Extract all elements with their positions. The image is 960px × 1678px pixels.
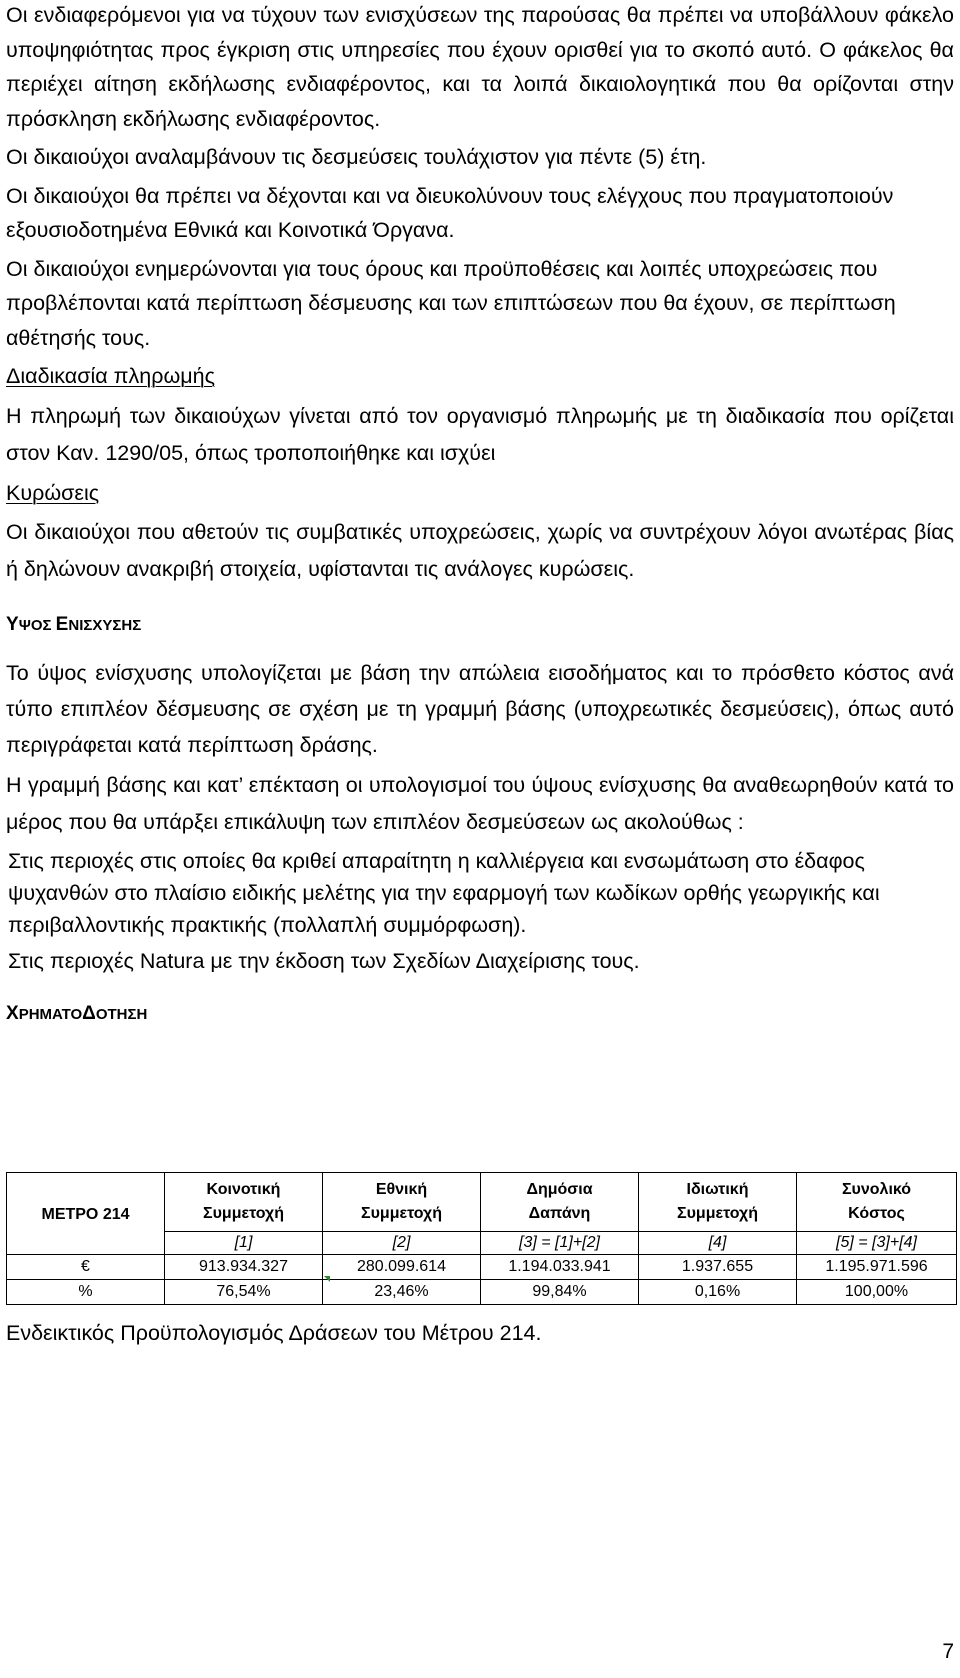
header-line: Κόστος	[848, 1204, 905, 1222]
table-ref-cell: [4]	[639, 1231, 797, 1254]
table-cell: 100,00%	[797, 1279, 957, 1304]
table-cell: 913.934.327	[165, 1254, 323, 1279]
table-cell: 23,46%	[323, 1279, 481, 1304]
table-cell: 76,54%	[165, 1279, 323, 1304]
heading-aid-amount-cap2: Ε	[55, 614, 69, 635]
table-header-cell	[323, 1173, 481, 1232]
header-line: Δαπάνη	[528, 1204, 591, 1222]
financing-table-wrapper	[6, 1172, 956, 1305]
cell-comment-marker	[324, 1276, 330, 1282]
paragraph-inspections: Οι δικαιούχοι θα πρέπει να δέχονται και να διευκολύνουν τους ελέγχους που πραγματοποιούν εξουσιοδοτημένα Εθνικά και Κοινοτικά Όργανα.	[6, 183, 894, 242]
paragraph-sanctions: Οι δικαιούχοι που αθετούν τις συμβατικές υποχρεώσεις, χωρίς να συντρέχουν λόγοι ανωτέρας βίας ή δηλώνουν ανακριβή στοιχεία, υφίστανται τις ανάλογες κυρώσεις.	[6, 520, 954, 581]
heading-financing-rest2: ΟΤΗΣΗ	[95, 1006, 148, 1023]
header-line: Συμμετοχή	[361, 1204, 442, 1222]
heading-payment-procedure: Διαδικασία πληρωμής	[6, 364, 215, 388]
table-row-label: €	[7, 1254, 165, 1279]
header-line: Συνολικό	[841, 1180, 912, 1198]
document-page	[6, 0, 954, 1030]
table-header-cell	[797, 1173, 957, 1232]
heading-financing-cap1: Χ	[6, 1003, 19, 1024]
table-header-row	[7, 1173, 957, 1232]
table-row-label: %	[7, 1279, 165, 1304]
header-line: Ιδιωτική	[686, 1180, 749, 1198]
table-ref-cell: [1]	[165, 1231, 323, 1254]
table-cell-value: 280.099.614	[357, 1257, 446, 1275]
table-cell	[323, 1254, 481, 1279]
header-line: Δημόσια	[526, 1180, 593, 1198]
table-cell: 1.194.033.941	[481, 1254, 639, 1279]
heading-financing-rest1: ΡΗΜΑΤΟ	[18, 1006, 83, 1023]
paragraph-payment: Η πληρωμή των δικαιούχων γίνεται από τον οργανισμό πληρωμής με τη διαδικασία που ορίζεται στον Καν. 1290/05, όπως τροποποιήθηκε και ισχύει	[6, 403, 954, 465]
table-cell: 0,16%	[639, 1279, 797, 1304]
list-item-legumes: Στις περιοχές στις οποίες θα κριθεί απαραίτητη η καλλιέργεια και ενσωμάτωση στο έδαφος ψυχανθών στο πλαίσιο ειδικής μελέτης για την εφαρμογή των κωδίκων ορθής γεωργικής και περιβαλλοντικής πρακτικής (πολλαπλή συμμόρφωση).	[8, 849, 880, 937]
table-measure-label: ΜΕΤΡΟ 214	[7, 1173, 165, 1232]
table-caption: Ενδεικτικός Προϋπολογισμός Δράσεων του Μέτρου 214.	[6, 1321, 542, 1345]
table-ref-cell: [5] = [3]+[4]	[797, 1231, 957, 1254]
heading-aid-amount-cap1: Υ	[6, 614, 19, 635]
heading-aid-amount-rest2: ΝΙΣΧΥΣΗΣ	[68, 617, 142, 634]
heading-aid-amount-rest1: ΨΟΣ	[18, 617, 56, 634]
heading-financing-cap2: Δ	[82, 1003, 96, 1024]
table-cell: 1.937.655	[639, 1254, 797, 1279]
table-ref-row	[7, 1231, 957, 1254]
table-header-cell	[639, 1173, 797, 1232]
table-cell: 99,84%	[481, 1279, 639, 1304]
heading-aid-amount	[6, 610, 954, 641]
header-line: Συμμετοχή	[677, 1204, 758, 1222]
table-row	[7, 1254, 957, 1279]
table-header-cell	[481, 1173, 639, 1232]
table-ref-cell: [3] = [1]+[2]	[481, 1231, 639, 1254]
page-number: 7	[942, 1640, 954, 1663]
table-header-cell	[165, 1173, 323, 1232]
header-line: Εθνική	[375, 1180, 428, 1198]
table-row	[7, 1279, 957, 1304]
paragraph-aid-calculation: Το ύψος ενίσχυσης υπολογίζεται με βάση την απώλεια εισοδήματος και το πρόσθετο κόστος ανά τύπο επιπλέον δέσμευσης σε σχέση με τη γραμμή βάσης (υποχρεωτικές δεσμεύσεις), όπως αυτό περιγράφεται κατά περίπτωση δράσης.	[6, 661, 954, 757]
header-line: Συμμετοχή	[203, 1204, 284, 1222]
table-ref-cell: [2]	[323, 1231, 481, 1254]
header-line: Κοινοτική	[206, 1180, 281, 1198]
list-item-natura: Στις περιοχές Natura με την έκδοση των Σχεδίων Διαχείρισης τους.	[8, 949, 640, 973]
paragraph-obligations: Οι δικαιούχοι ενημερώνονται για τους όρους και προϋποθέσεις και λοιπές υποχρεώσεις που προβλέπονται κατά περίπτωση δέσμευσης και των επιπτώσεων που θα έχουν, σε περίπτωση αθέτησής τους.	[6, 256, 896, 350]
heading-financing	[6, 999, 954, 1030]
financing-table	[6, 1172, 957, 1305]
heading-sanctions: Κυρώσεις	[6, 480, 100, 505]
paragraph-commitments: Οι δικαιούχοι αναλαμβάνουν τις δεσμεύσεις τουλάχιστον για πέντε (5) έτη.	[6, 145, 707, 169]
table-cell: 1.195.971.596	[797, 1254, 957, 1279]
paragraph-baseline-revision: Η γραμμή βάσης και κατ’ επέκταση οι υπολογισμοί του ύψους ενίσχυσης θα αναθεωρηθούν κατά το μέρος που θα υπάρξει επικάλυψη των επιπλέον δεσμεύσεων ως ακολούθως :	[6, 773, 954, 834]
paragraph-application: Οι ενδιαφερόμενοι για να τύχουν των ενισχύσεων της παρούσας θα πρέπει να υποβάλλουν φάκελο υποψηφιότητας προς έγκριση στις υπηρεσίες που έχουν ορισθεί για το σκοπό αυτό. Ο φάκελος θα περιέχει αίτηση εκδήλωσης ενδιαφέροντος, και τα λοιπά δικαιολογητικά που θα ορίζονται στην πρόσκληση εκδήλωσης ενδιαφέροντος.	[6, 3, 954, 131]
table-ref-empty	[7, 1231, 165, 1254]
